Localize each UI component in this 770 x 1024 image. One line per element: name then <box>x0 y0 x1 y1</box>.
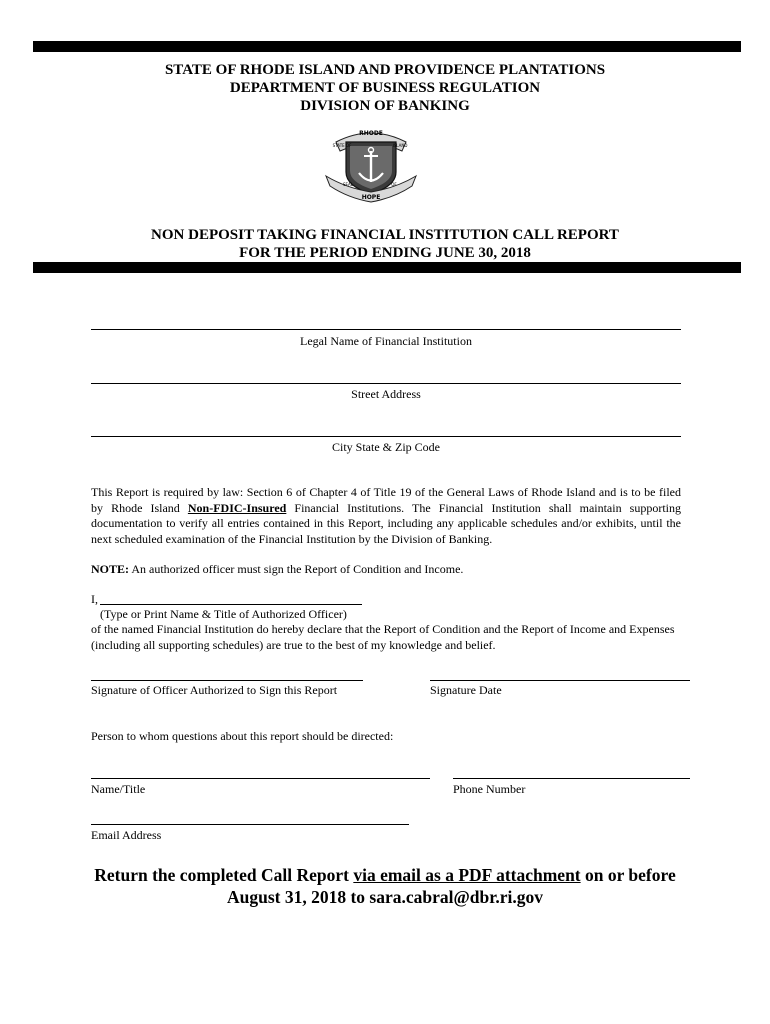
legal-name-label: Legal Name of Financial Institution <box>300 334 472 348</box>
officer-name-caption: (Type or Print Name & Title of Authorized Officer) <box>100 607 347 621</box>
return-instruction-line2: August 31, 2018 to sara.cabral@dbr.ri.gov <box>226 887 544 907</box>
phone-number-line[interactable] <box>453 778 690 779</box>
city-state-zip-label: City State & Zip Code <box>332 440 440 454</box>
declaration-prefix: I, <box>91 592 98 606</box>
note-text: An authorized officer must sign the Report of Condition and Income. <box>129 562 464 576</box>
seal-right-text: ISLAND <box>392 143 408 148</box>
officer-signature-line[interactable] <box>91 680 363 681</box>
report-period: FOR THE PERIOD ENDING JUNE 30, 2018 <box>239 245 531 261</box>
seal-left-text: STATE OF <box>332 143 352 148</box>
officer-signature-label: Signature of Officer Authorized to Sign this Report <box>91 683 338 697</box>
seal-bottom-text: HOPE <box>361 194 381 201</box>
pdf-attachment-emphasis: via email as a PDF attachment <box>353 865 581 885</box>
return-instruction-line1 <box>60 864 710 886</box>
signature-date-line[interactable] <box>430 680 690 681</box>
report-title: NON DEPOSIT TAKING FINANCIAL INSTITUTION CALL REPORT <box>151 227 619 243</box>
street-address-line[interactable] <box>91 383 681 384</box>
rhode-island-seal-icon <box>322 118 420 204</box>
department-title: DEPARTMENT OF BUSINESS REGULATION <box>229 80 541 96</box>
note-line <box>91 562 691 577</box>
return-text-2: on or before <box>580 865 676 885</box>
seal-ribbon-left: SEAL <box>342 182 354 187</box>
contact-prompt: Person to whom questions about this report should be directed: <box>91 729 394 743</box>
email-address-line[interactable] <box>91 824 409 825</box>
seal-ribbon-right: OF <box>391 182 397 187</box>
email-address-label: Email Address <box>91 828 162 842</box>
law-text-2: Financial Institutions. The Financial Institution shall maintain supporting documentation to verify all entries contained in this Report, including any applicable schedules and/or exhibits, until the next scheduled examination of the Financial Institution by the Division of Banking. <box>91 500 681 546</box>
city-state-zip-line[interactable] <box>91 436 681 437</box>
return-text-1: Return the completed Call Report <box>94 865 354 885</box>
legal-name-line[interactable] <box>91 329 681 330</box>
law-paragraph <box>91 485 681 547</box>
bottom-header-bar <box>33 262 741 273</box>
signature-date-label: Signature Date <box>430 683 502 697</box>
officer-name-line[interactable] <box>100 604 362 605</box>
name-title-line[interactable] <box>91 778 430 779</box>
seal-top-text: RHODE <box>359 130 383 137</box>
phone-number-label: Phone Number <box>453 782 526 796</box>
top-header-bar <box>33 41 741 52</box>
non-fdic-insured-emphasis: Non-FDIC-Insured <box>187 500 287 515</box>
state-title: STATE OF RHODE ISLAND AND PROVIDENCE PLANTATIONS <box>164 62 606 78</box>
street-address-label: Street Address <box>351 387 421 401</box>
declaration-text: of the named Financial Institution do hereby declare that the Report of Condition and the Report of Income and Expenses (including all supporting schedules) are true to the best of my knowledge and belief. <box>91 622 675 652</box>
note-label: NOTE: <box>91 562 130 576</box>
division-title: DIVISION OF BANKING <box>300 98 470 114</box>
law-text-1: This Report is required by law: Section 6 of Chapter 4 of Title 19 of the General Laws of Rhode Island and is to be filed by Rhode Island <box>91 485 681 515</box>
name-title-label: Name/Title <box>91 782 146 796</box>
